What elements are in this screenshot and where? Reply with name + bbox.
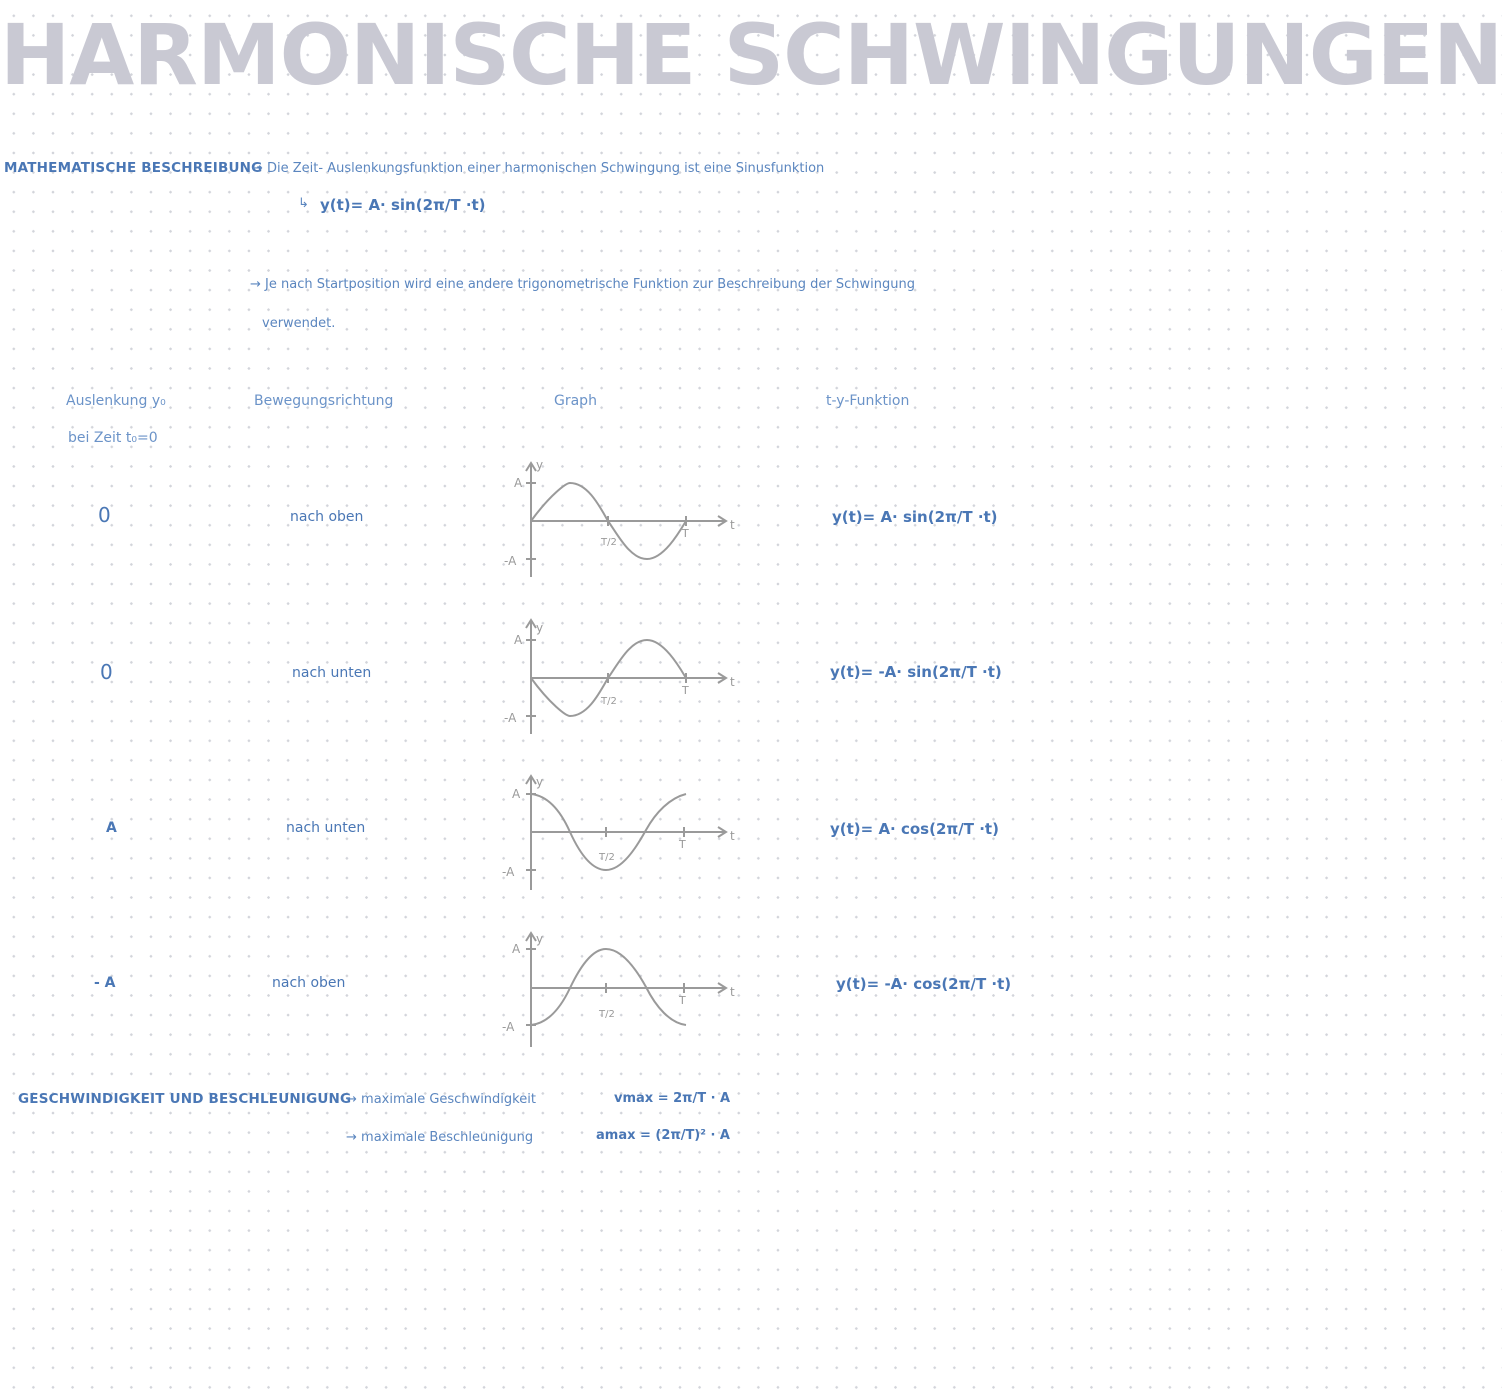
math-line1: → Die Zeit- Auslenkungsfunktion einer harmonischen Schwingung ist eine Sinusfunktion bbox=[252, 161, 825, 176]
label-A: A bbox=[514, 633, 523, 647]
graph-sin bbox=[500, 455, 750, 585]
row3-direction: nach unten bbox=[286, 820, 366, 836]
label-minusA: -A bbox=[504, 711, 517, 725]
row3-function: y(t)= A· cos(2π/T ·t) bbox=[830, 820, 999, 838]
label-t: t bbox=[730, 675, 735, 689]
label-y: y bbox=[536, 932, 544, 946]
header-bewegungsrichtung: Bewegungsrichtung bbox=[254, 393, 394, 409]
row4-function: y(t)= -A· cos(2π/T ·t) bbox=[836, 975, 1012, 993]
label-T: T bbox=[679, 838, 686, 851]
row1-y0: 0 bbox=[98, 503, 111, 527]
amax-formula: amax = (2π/T)² · A bbox=[596, 1128, 730, 1143]
row2-function: y(t)= -A· sin(2π/T ·t) bbox=[830, 663, 1002, 681]
row4-direction: nach oben bbox=[272, 975, 346, 991]
header-graph: Graph bbox=[554, 393, 597, 409]
row1-function: y(t)= A· sin(2π/T ·t) bbox=[832, 508, 998, 526]
graph-minus-cos bbox=[500, 925, 750, 1055]
label-t: t bbox=[730, 829, 735, 843]
label-T-half: T/2 bbox=[599, 852, 615, 863]
graph-minus-sin bbox=[500, 612, 750, 742]
label-A: A bbox=[512, 787, 521, 801]
header-zeit: bei Zeit t₀=0 bbox=[68, 430, 158, 446]
label-T: T bbox=[682, 684, 689, 697]
formula-arrow: ↳ bbox=[298, 196, 309, 211]
row4-y0: - A bbox=[94, 975, 116, 991]
vmax-label: → maximale Geschwindigkeit bbox=[346, 1092, 536, 1107]
math-line2a: → Je nach Startposition wird eine andere trigonometrische Funktion zur Beschreibung der Schwingung bbox=[250, 277, 915, 292]
main-formula: y(t)= A· sin(2π/T ·t) bbox=[320, 196, 486, 214]
label-T: T bbox=[682, 527, 689, 540]
label-T-half: T/2 bbox=[601, 537, 617, 548]
page-title: HARMONISCHE SCHWINGUNGEN bbox=[0, 6, 1502, 104]
header-funktion: t-y-Funktion bbox=[826, 393, 910, 409]
math-line2b: verwendet. bbox=[262, 316, 336, 331]
graph-cos bbox=[500, 768, 750, 898]
amax-label: → maximale Beschleunigung bbox=[346, 1130, 534, 1145]
label-T: T bbox=[679, 994, 686, 1007]
label-y: y bbox=[536, 775, 544, 789]
label-minusA: -A bbox=[504, 554, 517, 568]
label-t: t bbox=[730, 985, 735, 999]
label-minusA: -A bbox=[502, 865, 515, 879]
label-T-half: T/2 bbox=[601, 696, 617, 707]
vmax-formula: vmax = 2π/T · A bbox=[614, 1091, 731, 1106]
header-auslenkung: Auslenkung y₀ bbox=[66, 393, 166, 409]
row1-direction: nach oben bbox=[290, 509, 364, 525]
row3-y0: A bbox=[106, 820, 117, 836]
label-T-half: T/2 bbox=[599, 1009, 615, 1020]
label-A: A bbox=[514, 476, 523, 490]
label-t: t bbox=[730, 518, 735, 532]
row2-y0: 0 bbox=[100, 660, 113, 684]
label-minusA: -A bbox=[502, 1020, 515, 1034]
label-y: y bbox=[536, 458, 544, 472]
label-y: y bbox=[536, 621, 544, 635]
label-A: A bbox=[512, 942, 521, 956]
row2-direction: nach unten bbox=[292, 665, 372, 681]
velocity-heading: GESCHWINDIGKEIT UND BESCHLEUNIGUNG bbox=[18, 1091, 352, 1107]
math-heading: MATHEMATISCHE BESCHREIBUNG bbox=[4, 160, 263, 176]
